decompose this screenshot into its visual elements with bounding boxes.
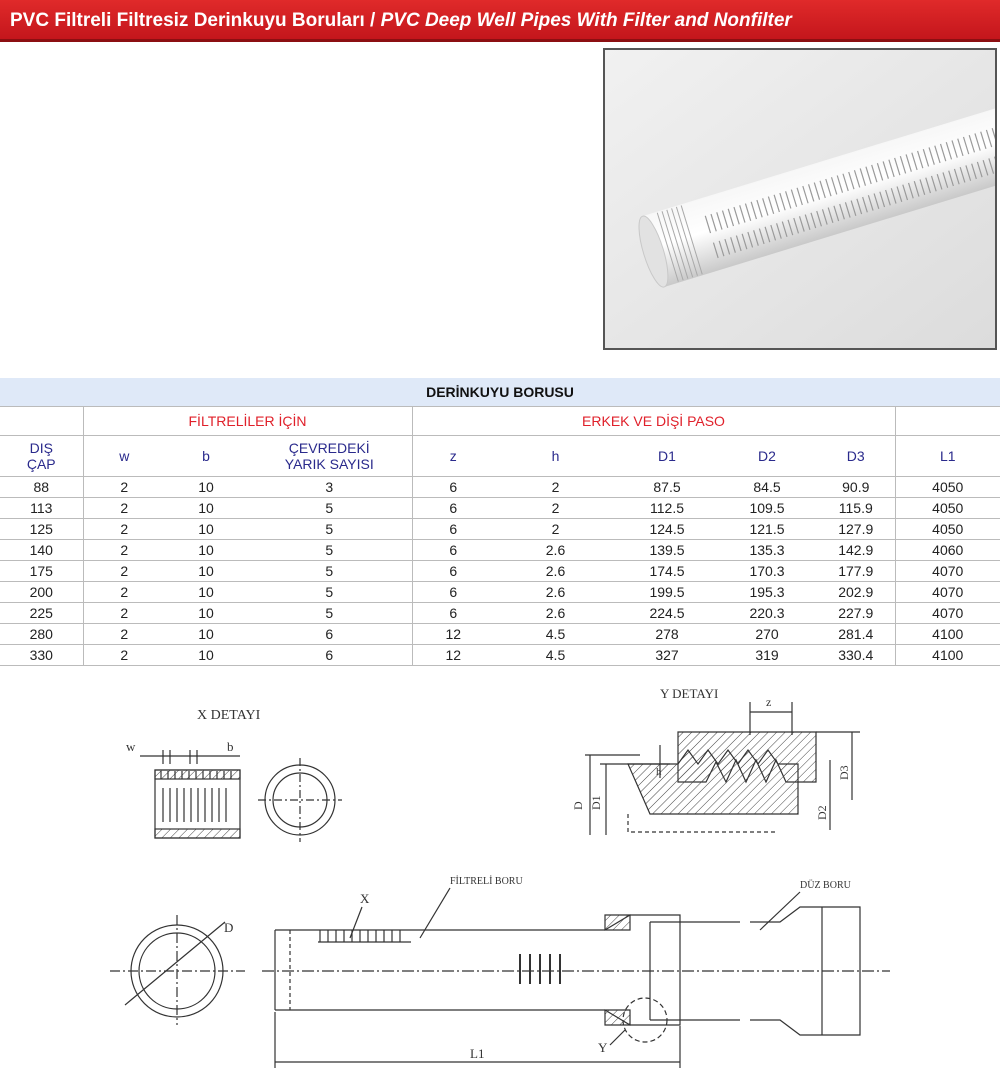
- table-cell: 2.6: [494, 582, 617, 603]
- col-header-d2: D2: [717, 436, 817, 477]
- group-filter-header: FİLTRELİLER İÇİN: [83, 407, 412, 436]
- y-detail-title: Y DETAYI: [660, 686, 719, 701]
- table-cell: 6: [412, 519, 494, 540]
- table-title: DERİNKUYU BORUSU: [0, 378, 1000, 407]
- table-cell: 2.6: [494, 603, 617, 624]
- table-title-row: [0, 378, 1000, 407]
- table-cell: 281.4: [817, 624, 895, 645]
- table-row: [0, 624, 1000, 645]
- label-D-assembly: D: [224, 920, 234, 935]
- table-cell: 4070: [895, 561, 1000, 582]
- label-D2: D2: [815, 805, 829, 820]
- table-body: [0, 477, 1000, 666]
- table-cell: 2: [83, 645, 165, 666]
- table-cell: 227.9: [817, 603, 895, 624]
- table-cell: 6: [247, 624, 412, 645]
- table-cell: 225: [0, 603, 83, 624]
- col-header-l1: L1: [895, 436, 1000, 477]
- table-header-row: [0, 436, 1000, 477]
- table-cell: 170.3: [717, 561, 817, 582]
- table-cell: 135.3: [717, 540, 817, 561]
- table-cell: 6: [412, 603, 494, 624]
- table-cell: 2.6: [494, 561, 617, 582]
- table-cell: 10: [165, 498, 247, 519]
- label-D1: D1: [589, 795, 603, 810]
- table-cell: 109.5: [717, 498, 817, 519]
- table-cell: 6: [412, 561, 494, 582]
- x-detail-title: X DETAYI: [197, 708, 261, 723]
- table-cell: 224.5: [617, 603, 717, 624]
- table-cell: 88: [0, 477, 83, 498]
- col-header-w: w: [83, 436, 165, 477]
- table-cell: 195.3: [717, 582, 817, 603]
- table-cell: 2: [83, 603, 165, 624]
- table-cell: 2: [83, 561, 165, 582]
- table-cell: 327: [617, 645, 717, 666]
- table-cell: 174.5: [617, 561, 717, 582]
- col-header-yarik: ÇEVREDEKİ YARIK SAYISI: [247, 436, 412, 477]
- table-cell: 127.9: [817, 519, 895, 540]
- label-plain-pipe: DÜZ BORU: [800, 880, 851, 891]
- table-cell: 4.5: [494, 645, 617, 666]
- col-header-d1: D1: [617, 436, 717, 477]
- table-cell: 84.5: [717, 477, 817, 498]
- table-cell: 220.3: [717, 603, 817, 624]
- table-cell: 10: [165, 603, 247, 624]
- table-cell: 4050: [895, 519, 1000, 540]
- table-group-row: [0, 407, 1000, 436]
- table-cell: 10: [165, 561, 247, 582]
- table-cell: 5: [247, 519, 412, 540]
- page-banner: [0, 0, 1000, 42]
- table-cell: 4.5: [494, 624, 617, 645]
- table-cell: 5: [247, 561, 412, 582]
- table-cell: 200: [0, 582, 83, 603]
- product-photo: [603, 48, 997, 350]
- title-english: PVC Deep Well Pipes With Filter and Nonfilter: [380, 10, 792, 31]
- table-cell: 2: [83, 519, 165, 540]
- table-cell: 125: [0, 519, 83, 540]
- label-D3: D3: [837, 765, 851, 780]
- table-cell: 5: [247, 540, 412, 561]
- table-cell: 4050: [895, 498, 1000, 519]
- x-detail-view: [126, 708, 342, 842]
- table-cell: 87.5: [617, 477, 717, 498]
- table-cell: 2: [83, 477, 165, 498]
- technical-drawing: [0, 660, 1000, 1085]
- table-cell: 2: [83, 498, 165, 519]
- table-row: [0, 540, 1000, 561]
- table-cell: 12: [412, 645, 494, 666]
- table-row: [0, 477, 1000, 498]
- table-row: [0, 582, 1000, 603]
- pipe-photo-illustration: [605, 50, 995, 348]
- table-cell: 270: [717, 624, 817, 645]
- table-cell: 5: [247, 498, 412, 519]
- table-cell: 4060: [895, 540, 1000, 561]
- col-header-h: h: [494, 436, 617, 477]
- title-turkish: PVC Filtreli Filtresiz Derinkuyu Boruları /: [10, 10, 381, 31]
- label-z: z: [766, 695, 772, 709]
- spec-table: [0, 378, 1000, 666]
- table-cell: 139.5: [617, 540, 717, 561]
- table-cell: 2: [494, 477, 617, 498]
- table-cell: 2: [83, 624, 165, 645]
- table-cell: 142.9: [817, 540, 895, 561]
- col-header-b: b: [165, 436, 247, 477]
- label-L1: L1: [470, 1046, 485, 1061]
- col-header-d3: D3: [817, 436, 895, 477]
- table-cell: 115.9: [817, 498, 895, 519]
- table-cell: 177.9: [817, 561, 895, 582]
- table-cell: 6: [247, 645, 412, 666]
- group-thread-header: ERKEK VE DİŞİ PASO: [412, 407, 895, 436]
- table-cell: 4070: [895, 603, 1000, 624]
- table-cell: 6: [412, 498, 494, 519]
- table-cell: 12: [412, 624, 494, 645]
- table-cell: 121.5: [717, 519, 817, 540]
- table-cell: 10: [165, 477, 247, 498]
- table-cell: 278: [617, 624, 717, 645]
- table-cell: 140: [0, 540, 83, 561]
- spec-table-wrapper: [0, 378, 1000, 666]
- table-cell: 6: [412, 540, 494, 561]
- table-cell: 3: [247, 477, 412, 498]
- table-cell: 10: [165, 519, 247, 540]
- table-row: [0, 498, 1000, 519]
- table-cell: 2: [83, 540, 165, 561]
- table-cell: 10: [165, 624, 247, 645]
- label-w: w: [126, 739, 136, 754]
- table-cell: 10: [165, 540, 247, 561]
- label-D: D: [571, 801, 585, 810]
- table-cell: 2: [494, 519, 617, 540]
- table-row: [0, 603, 1000, 624]
- table-row: [0, 561, 1000, 582]
- table-cell: 2.6: [494, 540, 617, 561]
- table-cell: 4100: [895, 624, 1000, 645]
- table-cell: 319: [717, 645, 817, 666]
- table-cell: 2: [83, 582, 165, 603]
- table-cell: 6: [412, 477, 494, 498]
- table-cell: 124.5: [617, 519, 717, 540]
- y-detail-view: [571, 686, 860, 835]
- table-cell: 6: [412, 582, 494, 603]
- table-cell: 330.4: [817, 645, 895, 666]
- group-empty-l1: [895, 407, 1000, 436]
- table-cell: 10: [165, 645, 247, 666]
- assembly-view: [110, 875, 890, 1068]
- table-cell: 5: [247, 603, 412, 624]
- table-cell: 112.5: [617, 498, 717, 519]
- table-cell: 4070: [895, 582, 1000, 603]
- label-filtered-pipe: FİLTRELİ BORU: [450, 876, 523, 887]
- table-row: [0, 519, 1000, 540]
- col-header-dis-cap: DIŞ ÇAP: [0, 436, 83, 477]
- table-cell: 280: [0, 624, 83, 645]
- table-cell: 4050: [895, 477, 1000, 498]
- label-b: b: [227, 739, 234, 754]
- label-h: h: [656, 766, 662, 778]
- table-cell: 175: [0, 561, 83, 582]
- table-cell: 10: [165, 582, 247, 603]
- table-cell: 330: [0, 645, 83, 666]
- table-cell: 199.5: [617, 582, 717, 603]
- table-cell: 202.9: [817, 582, 895, 603]
- table-cell: 5: [247, 582, 412, 603]
- table-cell: 113: [0, 498, 83, 519]
- table-cell: 4100: [895, 645, 1000, 666]
- table-cell: 2: [494, 498, 617, 519]
- table-cell: 90.9: [817, 477, 895, 498]
- label-Y: Y: [598, 1040, 608, 1055]
- col-header-z: z: [412, 436, 494, 477]
- group-empty: [0, 407, 83, 436]
- label-X: X: [360, 891, 370, 906]
